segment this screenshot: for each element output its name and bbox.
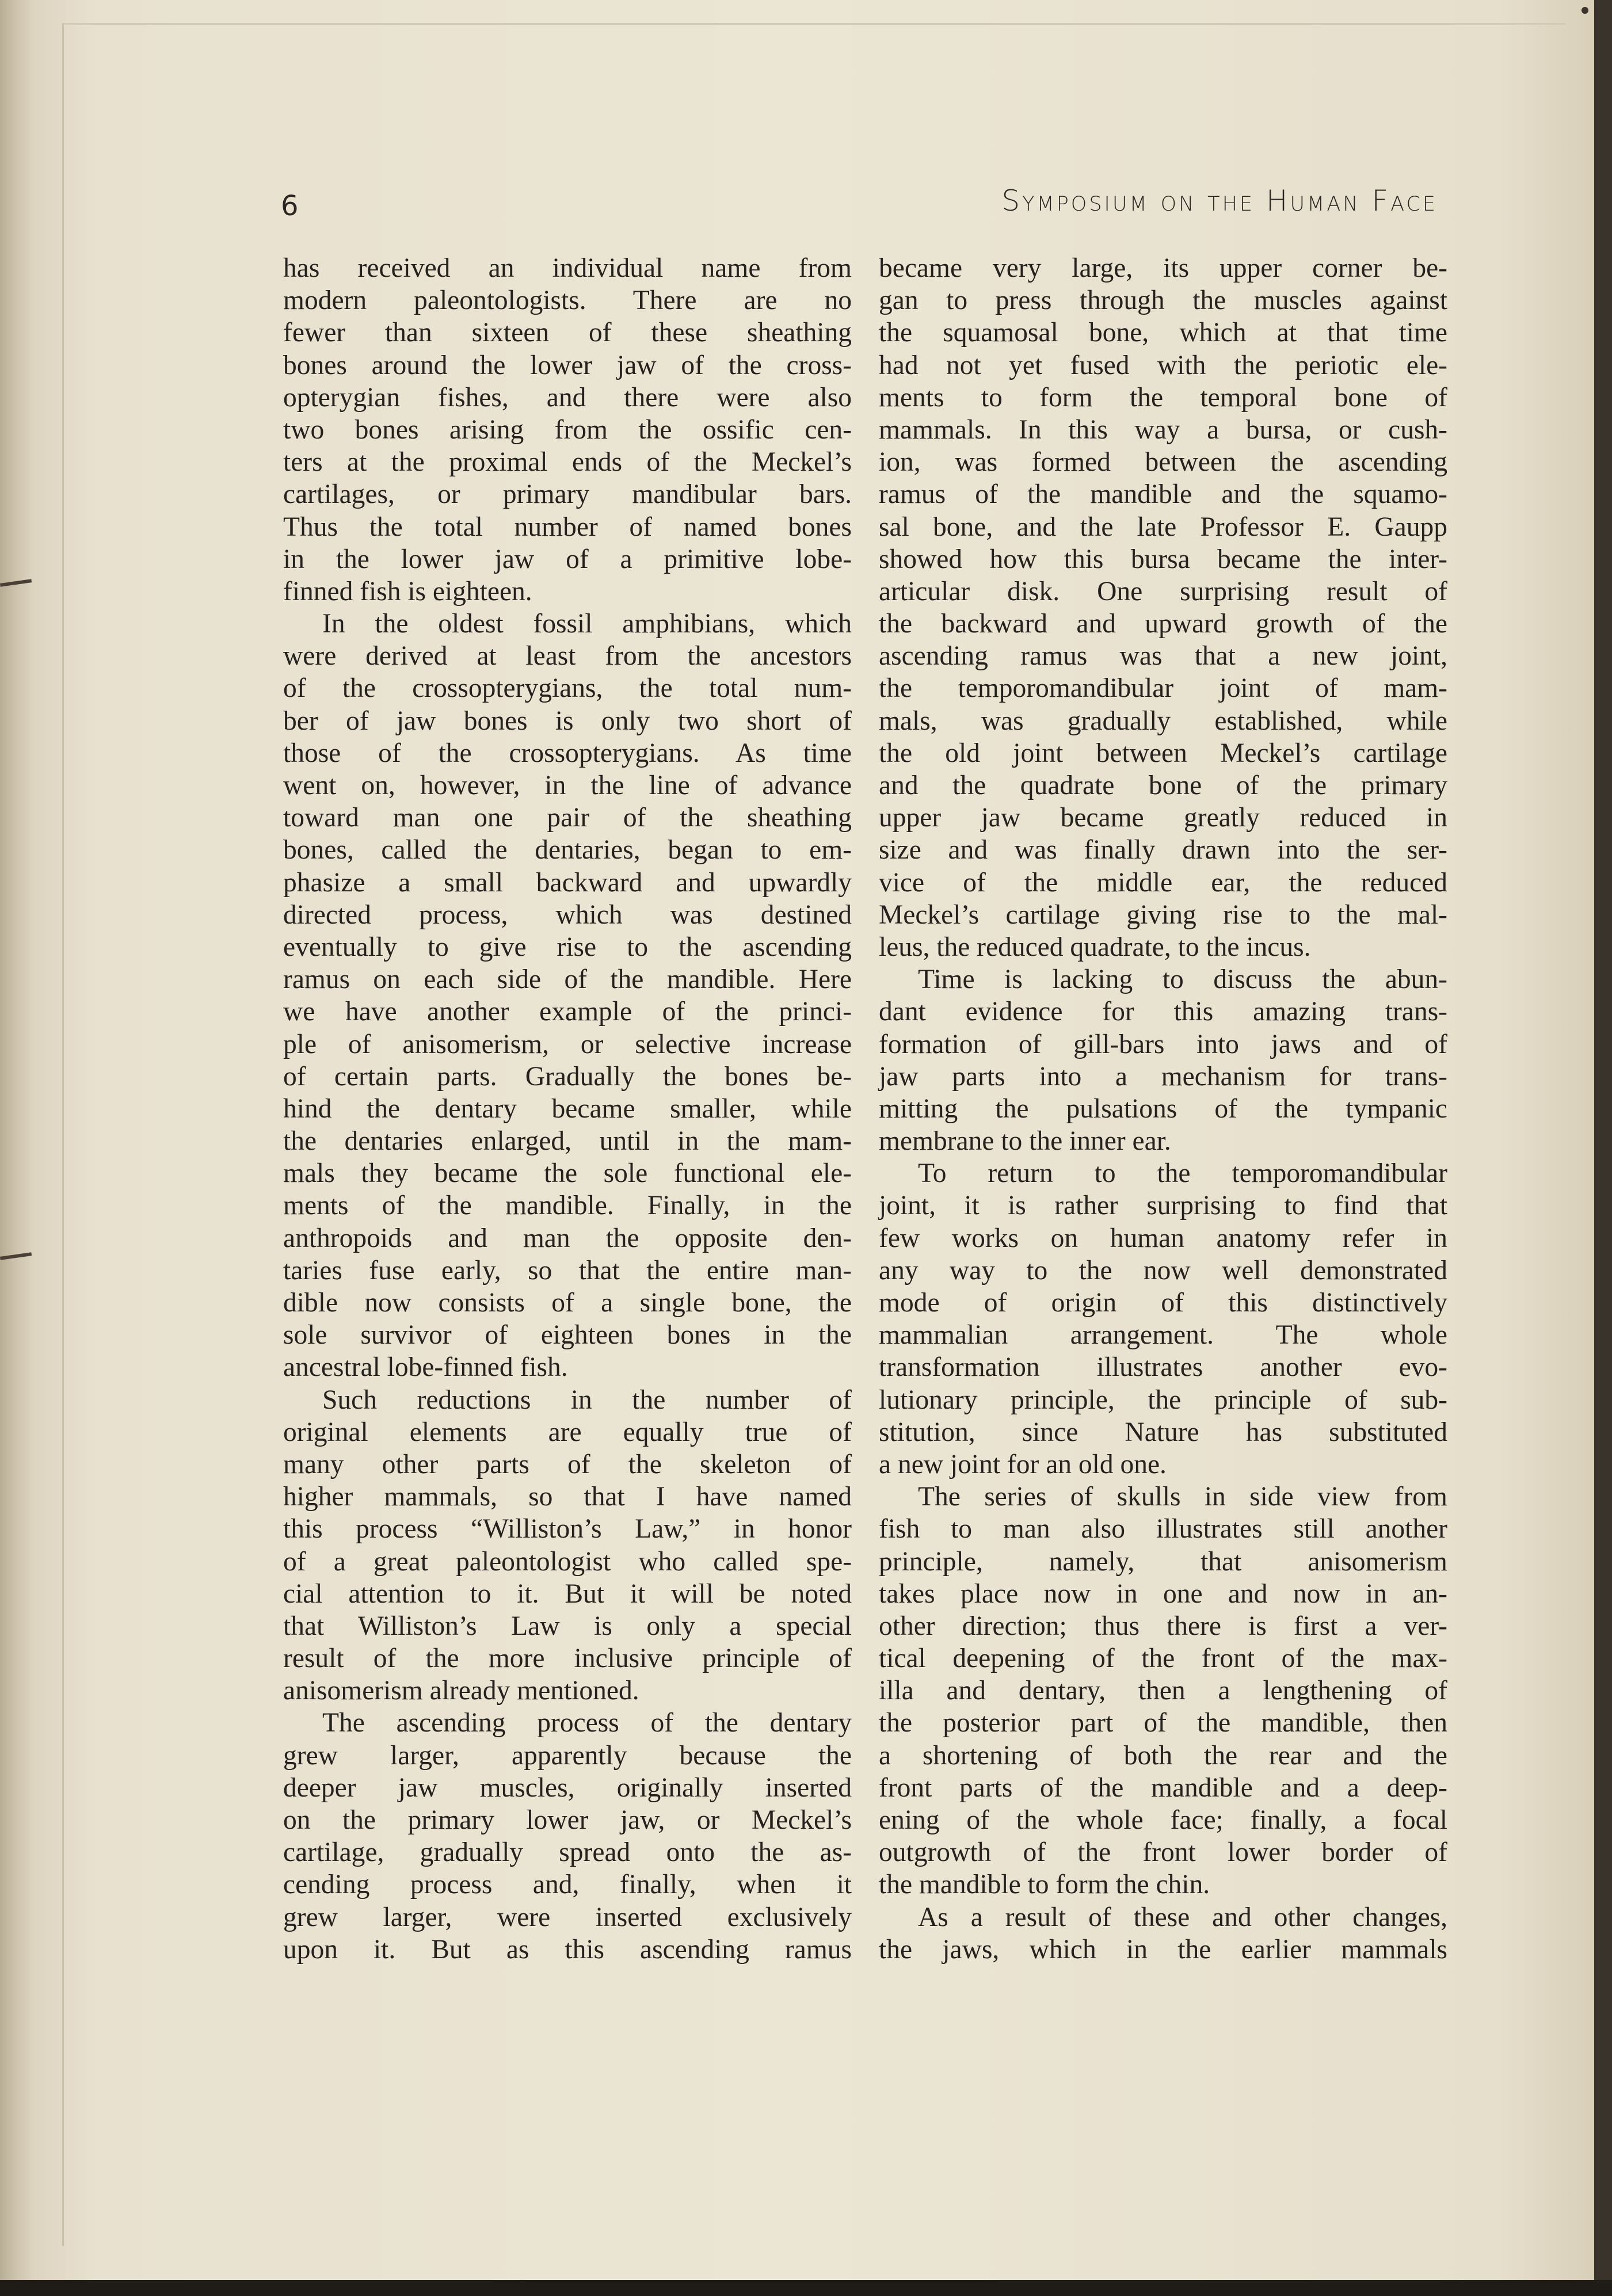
text-line: taries fuse early, so that the entire man- <box>283 1255 852 1286</box>
text-line: the backward and upward growth of the <box>879 609 1447 639</box>
bottom-shadow <box>0 2280 1612 2296</box>
text-line: and the quadrate bone of the primary <box>879 771 1447 800</box>
text-line: dible now consists of a single bone, the <box>283 1288 852 1318</box>
text-line: ion, was formed between the ascending <box>879 447 1447 478</box>
text-line: jaw parts into a mechanism for trans- <box>879 1061 1447 1092</box>
text-line: became very large, its upper corner be- <box>879 253 1447 283</box>
text-line: fish to man also illustrates still another <box>879 1514 1447 1544</box>
text-line: tical deepening of the front of the max- <box>879 1643 1447 1674</box>
text-line: ments to form the temporal bone of <box>879 382 1447 413</box>
text-line: bones, called the dentaries, began to em- <box>283 835 852 865</box>
text-line: Time is lacking to discuss the abun- <box>918 964 1447 995</box>
text-line: bones around the lower jaw of the cross- <box>283 350 852 380</box>
page-number: 6 <box>281 190 299 222</box>
text-line: of a great paleontologist who called spe- <box>283 1546 852 1577</box>
text-line: deeper jaw muscles, originally inserted <box>283 1772 852 1803</box>
text-line: grew larger, were inserted exclusively <box>283 1902 852 1932</box>
text-line: ments of the mandible. Finally, in the <box>283 1191 852 1221</box>
text-line: ascending ramus was that a new joint, <box>879 641 1447 672</box>
text-line: that Williston’s Law is only a special <box>283 1611 852 1641</box>
text-line: formation of gill-bars into jaws and of <box>879 1029 1447 1059</box>
text-line: ramus on each side of the mandible. Here <box>283 964 852 995</box>
text-line: opterygian fishes, and there were also <box>283 382 852 413</box>
text-line: dant evidence for this amazing trans- <box>879 997 1447 1027</box>
text-line: the mandible to form the chin. <box>879 1870 1210 1900</box>
text-line: other direction; thus there is first a ver- <box>879 1611 1447 1641</box>
text-line: principle, namely, that anisomerism <box>879 1546 1447 1577</box>
text-line: stitution, since Nature has substituted <box>879 1417 1447 1447</box>
text-line: ramus of the mandible and the squamo- <box>879 479 1447 510</box>
text-line: the temporomandibular joint of mam- <box>879 673 1447 704</box>
text-line: anisomerism already mentioned. <box>283 1676 639 1706</box>
text-line: joint, it is rather surprising to find that <box>879 1191 1447 1221</box>
text-line: hind the dentary became smaller, while <box>283 1093 852 1124</box>
text-line: lutionary principle, the principle of sub- <box>879 1385 1447 1415</box>
text-line: In the oldest fossil amphibians, which <box>322 609 852 639</box>
text-line: Thus the total number of named bones <box>283 512 852 542</box>
text-line: front parts of the mandible and a deep- <box>879 1772 1447 1803</box>
ink-speck <box>1581 7 1588 14</box>
text-line: result of the more inclusive principle of <box>283 1643 852 1674</box>
text-line: Meckel’s cartilage giving rise to the mal- <box>879 899 1447 930</box>
text-line: mitting the pulsations of the tympanic <box>879 1093 1447 1124</box>
text-line: vice of the middle ear, the reduced <box>879 867 1447 898</box>
text-line: original elements are equally true of <box>283 1417 852 1447</box>
text-line: upper jaw became greatly reduced in <box>879 803 1447 833</box>
text-line: transformation illustrates another evo- <box>879 1352 1447 1383</box>
text-line: few works on human anatomy refer in <box>879 1223 1447 1253</box>
text-line: in the lower jaw of a primitive lobe- <box>283 544 852 574</box>
text-line: anthropoids and man the opposite den- <box>283 1223 852 1253</box>
text-line: a shortening of both the rear and the <box>879 1740 1447 1771</box>
text-line: higher mammals, so that I have named <box>283 1482 852 1512</box>
text-line: we have another example of the princi- <box>283 997 852 1027</box>
text-line: phasize a small backward and upwardly <box>283 867 852 898</box>
text-line: cartilages, or primary mandibular bars. <box>283 479 852 510</box>
text-line: had not yet fused with the periotic ele- <box>879 350 1447 380</box>
text-line: the old joint between Meckel’s cartilage <box>879 738 1447 768</box>
text-line: showed how this bursa became the inter- <box>879 544 1447 574</box>
text-line: outgrowth of the front lower border of <box>879 1837 1447 1868</box>
text-line: modern paleontologists. There are no <box>283 285 852 316</box>
text-line: grew larger, apparently because the <box>283 1740 852 1771</box>
text-line: ening of the whole face; finally, a focal <box>879 1805 1447 1835</box>
text-line: those of the crossopterygians. As time <box>283 738 852 768</box>
text-line: the posterior part of the mandible, then <box>879 1708 1447 1738</box>
text-line: mals, was gradually established, while <box>879 705 1447 736</box>
text-line: toward man one pair of the sheathing <box>283 803 852 833</box>
text-line: has received an individual name from <box>283 253 852 283</box>
text-line: illa and dentary, then a lengthening of <box>879 1676 1447 1706</box>
text-line: upon it. But as this ascending ramus <box>283 1934 852 1965</box>
text-line: mammalian arrangement. The whole <box>879 1320 1447 1351</box>
text-line: leus, the reduced quadrate, to the incus. <box>879 932 1311 962</box>
text-line: The series of skulls in side view from <box>918 1482 1447 1512</box>
text-line: on the primary lower jaw, or Meckel’s <box>283 1805 852 1835</box>
text-line: sal bone, and the late Professor E. Gaupp <box>879 512 1447 542</box>
text-line: two bones arising from the ossific cen- <box>283 414 852 445</box>
text-line: this process “Williston’s Law,” in honor <box>283 1514 852 1544</box>
text-line: gan to press through the muscles against <box>879 285 1447 316</box>
text-line: the squamosal bone, which at that time <box>879 318 1447 348</box>
right-shadow <box>1594 0 1612 2296</box>
text-line: went on, however, in the line of advance <box>283 771 852 800</box>
text-line: cending process and, finally, when it <box>283 1870 852 1900</box>
text-line: eventually to give rise to the ascending <box>283 932 852 962</box>
text-line: size and was finally drawn into the ser- <box>879 835 1447 865</box>
text-line: articular disk. One surprising result of <box>879 576 1447 607</box>
text-line: of certain parts. Gradually the bones be- <box>283 1061 852 1092</box>
text-line: of the crossopterygians, the total num- <box>283 673 852 704</box>
text-line: the dentaries enlarged, until in the mam- <box>283 1126 852 1157</box>
text-line: directed process, which was destined <box>283 899 852 930</box>
text-line: mammals. In this way a bursa, or cush- <box>879 414 1447 445</box>
text-line: Such reductions in the number of <box>322 1385 852 1415</box>
text-line: any way to the now well demonstrated <box>879 1255 1447 1286</box>
text-line: As a result of these and other changes, <box>918 1902 1447 1932</box>
text-line: mals they became the sole functional ele- <box>283 1158 852 1189</box>
right-text-column <box>879 252 1447 1966</box>
text-line: membrane to the inner ear. <box>879 1126 1171 1157</box>
text-line: were derived at least from the ancestors <box>283 641 852 672</box>
text-line: To return to the temporomandibular <box>918 1158 1447 1189</box>
text-line: sole survivor of eighteen bones in the <box>283 1320 852 1351</box>
text-line: cial attention to it. But it will be noted <box>283 1578 852 1609</box>
text-line: the jaws, which in the earlier mammals <box>879 1934 1447 1965</box>
text-line: finned fish is eighteen. <box>283 576 532 607</box>
text-line: The ascending process of the dentary <box>322 1708 852 1738</box>
text-line: a new joint for an old one. <box>879 1449 1167 1479</box>
text-line: many other parts of the skeleton of <box>283 1449 852 1479</box>
text-line: fewer than sixteen of these sheathing <box>283 318 852 348</box>
text-line: ters at the proximal ends of the Meckel’s <box>283 447 852 478</box>
page-header <box>281 184 1438 230</box>
text-line: ber of jaw bones is only two short of <box>283 705 852 736</box>
text-line: ancestral lobe-finned fish. <box>283 1352 568 1383</box>
left-text-column <box>283 252 852 1966</box>
text-line: mode of origin of this distinctively <box>879 1288 1447 1318</box>
binding-edge <box>0 0 32 2296</box>
text-line: takes place now in one and now in an- <box>879 1578 1447 1609</box>
running-head: Symposium on the Human Face <box>1001 184 1438 218</box>
text-line: ple of anisomerism, or selective increase <box>283 1029 852 1059</box>
text-line: cartilage, gradually spread onto the as- <box>283 1837 852 1868</box>
